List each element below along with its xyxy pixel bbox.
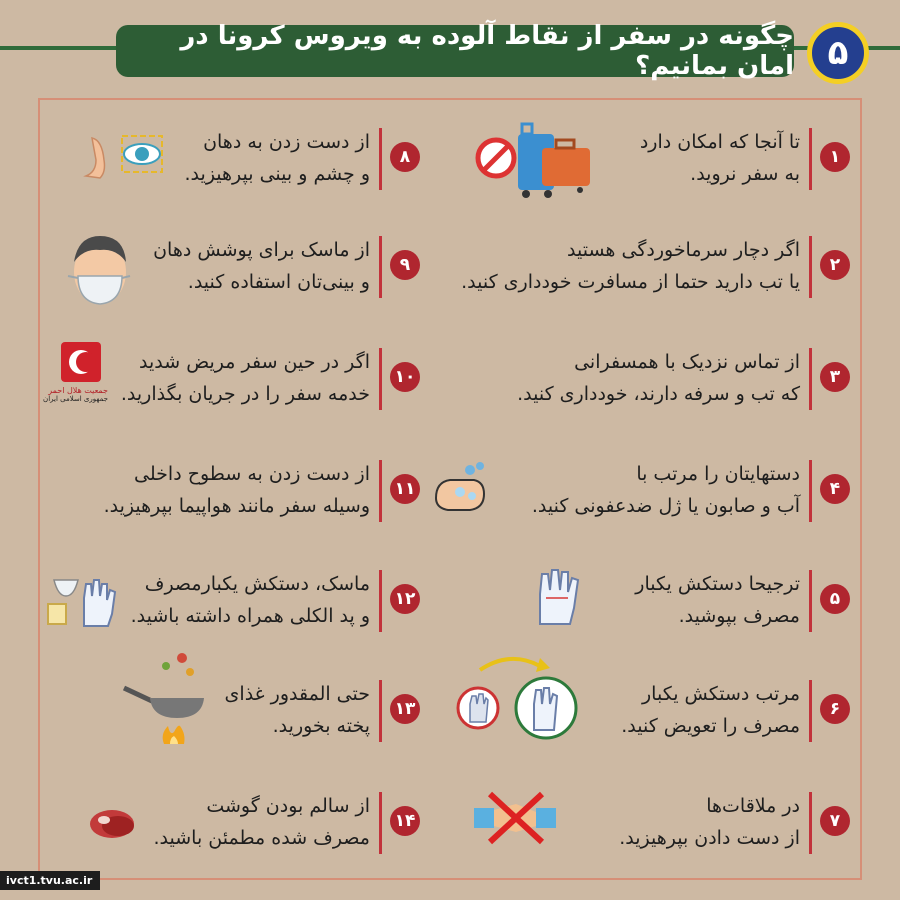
item-number: ۸ [390,142,420,172]
no-handshake-icon [470,788,560,848]
item-divider [809,792,812,854]
luggage-no-icon [470,120,600,200]
meat-icon [88,804,140,844]
item-text: ماسک، دستکش یکبارمصرف و پد الکلی همراه داشته باشید. [130,573,370,627]
item-number: ۷ [820,806,850,836]
list-item [430,452,850,542]
list-item [450,672,850,762]
item-number: ۳ [820,362,850,392]
item-number: ۱۱ [390,474,420,504]
site-url: ivct1.tvu.ac.ir [0,871,100,890]
item-number: ۲ [820,250,850,280]
crescent-logo-icon [61,342,101,382]
item-divider [379,348,382,410]
list-item [120,672,420,762]
item-text: حتی المقدور غذای پخته بخورید. [224,683,370,737]
item-number: ۵ [820,584,850,614]
item-number: ۱۲ [390,584,420,614]
list-item [64,228,420,318]
item-text: اگر دچار سرماخوردگی هستید یا تب دارید حتما از مسافرت خودداری کنید. [461,239,800,293]
glove-swap-icon [450,652,590,742]
item-text: از دست زدن به سطوح داخلی وسیله سفر مانند هواپیما بپرهیزید. [103,463,370,517]
item-text: مرتب دستکش یکبار مصرف را تعویض کنید. [621,683,800,737]
list-item [470,784,850,874]
item-divider [809,236,812,298]
page-title: چگونه در سفر از نقاط آلوده به ویروس کرونا در امان بمانیم؟ [116,25,794,77]
item-number: ۱۰ [390,362,420,392]
list-item [480,120,850,210]
logo-caption: جمعیت هلال احمر [48,386,108,395]
item-text: از تماس نزدیک با همسفرانی که تب و سرفه دارند، خودداری کنید. [517,351,800,405]
red-crescent-icon [43,342,108,403]
list-item [80,120,420,210]
item-number: ۶ [820,694,850,724]
item-number: ۱ [820,142,850,172]
list-item [530,562,850,652]
item-text: از سالم بودن گوشت مصرف شده مطمئن باشید. [153,795,370,849]
item-divider [379,236,382,298]
cooking-pan-icon [120,652,210,748]
item-text: از ماسک برای پوشش دهان و بینی‌تان استفاده کنید. [153,239,370,293]
item-divider [379,792,382,854]
number-badge: ۵ [807,22,869,84]
item-number: ۹ [390,250,420,280]
item-divider [809,348,812,410]
item-number: ۱۳ [390,694,420,724]
list-item [43,340,420,430]
item-divider [379,570,382,632]
list-item [450,340,850,430]
hand-wash-icon [430,458,490,518]
item-text: اگر در حین سفر مریض شدید خدمه سفر را در جریان بگذارید. [120,351,370,405]
list-item [80,452,420,542]
item-text: از دست زدن به دهان و چشم و بینی بپرهیزید. [184,131,370,185]
face-icon [80,132,166,182]
item-text: ترجیحا دستکش یکبار مصرف بپوشید. [635,573,800,627]
item-number: ۴ [820,474,850,504]
item-divider [809,570,812,632]
list-item [88,784,420,874]
item-number: ۱۴ [390,806,420,836]
item-divider [809,460,812,522]
logo-subcaption: جمهوری اسلامی ایران [43,395,108,403]
item-divider [809,128,812,190]
item-divider [379,460,382,522]
item-divider [379,128,382,190]
item-divider [379,680,382,742]
list-item [430,228,850,318]
glove-icon [530,568,584,628]
item-text: دستهایتان را مرتب با آب و صابون یا ژل ضدعفونی کنید. [531,463,800,517]
kit-icon [44,566,124,630]
list-item [44,562,420,652]
item-divider [809,680,812,742]
item-text: در ملاقات‌ها از دست دادن بپرهیزید. [619,795,800,849]
item-text: تا آنجا که امکان دارد به سفر نروید. [639,131,800,185]
mask-icon [64,232,134,308]
